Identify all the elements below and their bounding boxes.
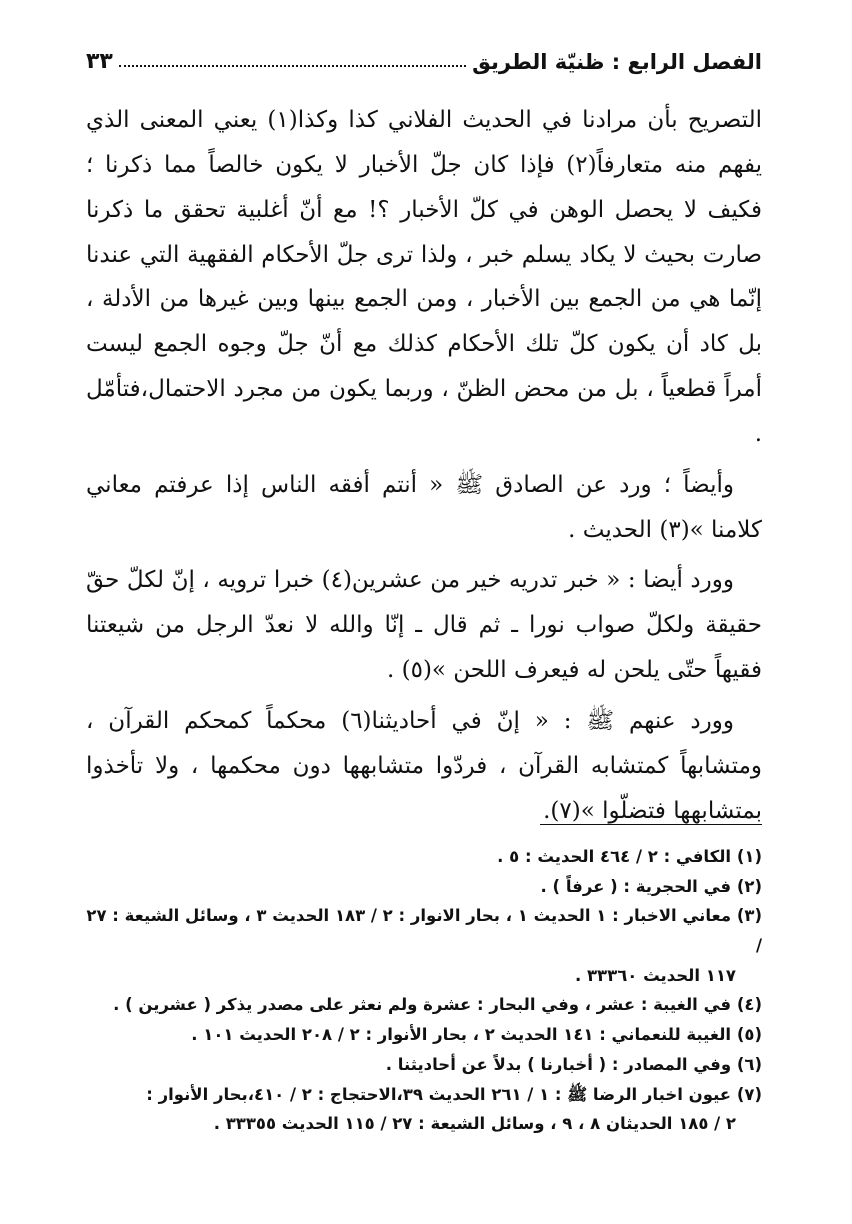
footnote-text: في الحجرية : ( عرفاً ) . [540, 876, 732, 896]
running-header [86, 34, 762, 74]
footnote [86, 872, 762, 902]
footnote-separator [540, 824, 762, 825]
footnote [86, 842, 762, 872]
footnote-number: (٧) [736, 1084, 762, 1104]
footnote-continuation: ١١٧ الحديث ٣٣٣٦٠ . [574, 965, 736, 985]
footnote [86, 1020, 762, 1050]
footnote-continuation: ٢ / ١٨٥ الحديثان ٨ ، ٩ ، وسائل الشيعة : ٢٧ / ١١٥ الحديث ٣٣٣٥٥ . [213, 1114, 736, 1134]
footnotes [86, 842, 762, 1139]
dot-leader [119, 65, 466, 67]
footnote-text: وفي المصادر : ( أخبارنا ) بدلاً عن أحاديثنا . [385, 1054, 732, 1074]
footnote [86, 990, 762, 1020]
main-text [86, 98, 762, 840]
footnote [86, 901, 762, 990]
footnote-text: عيون اخبار الرضا ﷺ : ١ / ٢٦١ الحديث ٣٩،الاحتجاج : ٢ / ٤١٠،بحار الأنوار : [146, 1084, 732, 1104]
footnote [86, 1080, 762, 1139]
page-number: ٣٣ [86, 49, 113, 74]
chapter-title: الفصل الرابع : ظنيّة الطريق [472, 50, 762, 74]
footnote-text: الكافي : ٢ / ٤٦٤ الحديث : ٥ . [497, 847, 732, 866]
footnote-text: الغيبة للنعماني : ١٤١ الحديث ٢ ، بحار الأنوار : ٢ / ٢٠٨ الحديث ١٠١ . [191, 1025, 732, 1045]
footnote [86, 1050, 762, 1080]
paragraph: وورد عنهم ﷺ : « إنّ في أحاديثنا(٦) محكماً كمحكم القرآن ، ومتشابهاً كمتشابه القرآن ، فردّوا متشابهها دون محكمها ، ولا تأخذوا بمتشابهها فتضلّوا »(٧). [86, 707, 762, 824]
footnote-text: معاني الاخبار : ١ الحديث ١ ، بحار الانوار : ٢ / ١٨٣ الحديث ٣ ، وسائل الشيعة : ٢٧ / [86, 906, 762, 956]
footnote-number: (٣) [736, 906, 762, 926]
footnote-number: (٤) [736, 995, 762, 1015]
footnote-number: (١) [736, 847, 762, 866]
footnote-number: (٢) [736, 876, 762, 896]
footnote-number: (٦) [736, 1054, 762, 1074]
paragraph: التصريح بأن مرادنا في الحديث الفلاني كذا وكذا(١) يعني المعنى الذي يفهم منه متعارفاً(٢) فإذا كان جلّ الأخبار لا يكون خالصاً مما ذكرنا ؛ فكيف لا يحصل الوهن في كلّ الأخبار ؟! مع أنّ أغلبية تحقق ما ذكرنا صارت بحيث لا يكاد يسلم خبر ، ولذا ترى جلّ الأحكام الفقهية التي عندنا إنّما هي من الجمع بين الأخبار ، ومن الجمع بينها وبين غيرها من الأدلة ، بل كاد أن يكون كلّ تلك الأحكام كذلك مع أنّ جلّ وجوه الجمع ليست أمراً قطعياً ، بل من محض الظنّ ، وربما يكون من مجرد الاحتمال،فتأمّل . [86, 107, 763, 447]
footnote-text: في الغيبة : عشر ، وفي البحار : عشرة ولم نعثر على مصدر يذكر ( عشرين ) . [113, 995, 732, 1015]
paragraph: وأيضاً ؛ ورد عن الصادق ﷺ « أنتم أفقه الناس إذا عرفتم معاني كلامنا »(٣) الحديث . [86, 471, 762, 543]
footnote-number: (٥) [736, 1025, 762, 1045]
paragraph: وورد أيضا : « خبر تدريه خير من عشرين(٤) خبرا ترويه ، إنّ لكلّ حقّ حقيقة ولكلّ صواب نورا ـ ثم قال ـ إنّا والله لا نعدّ الرجل من شيعتنا فقيهاً حتّى يلحن له فيعرف اللحن »(٥) . [86, 567, 762, 684]
